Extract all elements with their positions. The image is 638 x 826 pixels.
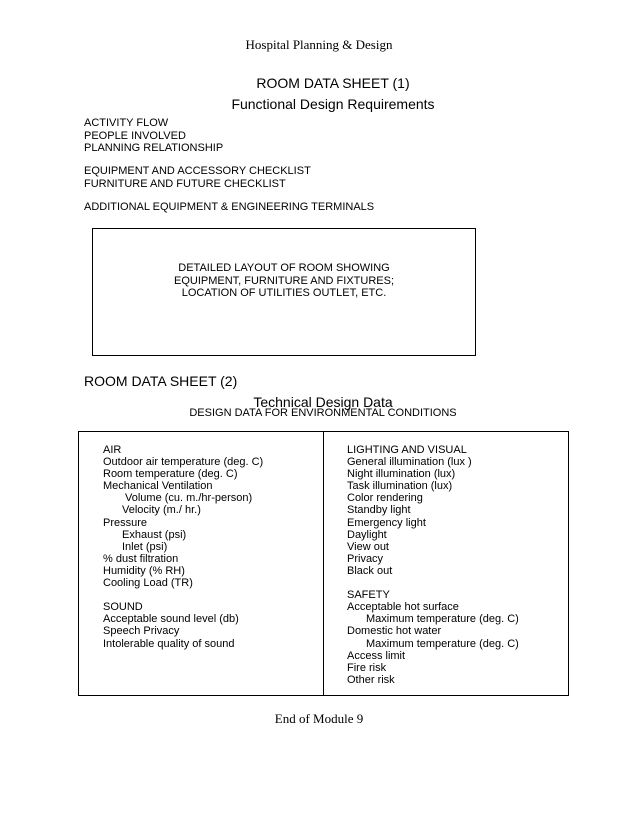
data-item: Speech Privacy bbox=[103, 625, 180, 638]
data-item: Other risk bbox=[347, 673, 395, 686]
layout-box bbox=[92, 228, 476, 356]
sound-heading: SOUND bbox=[103, 601, 143, 614]
engineering-list bbox=[84, 201, 374, 214]
sheet2-title: ROOM DATA SHEET (2) bbox=[84, 373, 238, 389]
data-item: General illumination (lux ) bbox=[347, 456, 472, 469]
list-item: EQUIPMENT AND ACCESSORY CHECKLIST bbox=[84, 165, 311, 177]
data-item: Daylight bbox=[347, 528, 387, 541]
data-item: Night illumination (lux) bbox=[347, 468, 456, 481]
spacer bbox=[103, 589, 263, 601]
list-item: FURNITURE AND FUTURE CHECKLIST bbox=[84, 177, 286, 190]
list-item: PEOPLE INVOLVED bbox=[84, 129, 186, 142]
checklist-list bbox=[84, 165, 311, 190]
list-item: ACTIVITY FLOW bbox=[84, 117, 169, 129]
data-item: Acceptable sound level (db) bbox=[103, 613, 239, 626]
design-data-table bbox=[78, 431, 569, 696]
sheet2-subtitle: Technical Design Data bbox=[253, 394, 393, 410]
spacer bbox=[347, 577, 519, 589]
air-heading: AIR bbox=[103, 444, 122, 456]
data-item: Maximum temperature (deg. C) bbox=[366, 613, 519, 626]
data-item: Standby light bbox=[347, 504, 411, 517]
data-item: Black out bbox=[347, 564, 393, 577]
data-item: Pressure bbox=[103, 516, 148, 529]
data-item: % dust filtration bbox=[103, 552, 179, 565]
left-column bbox=[103, 444, 263, 650]
data-item: Domestic hot water bbox=[347, 625, 442, 638]
page-header: Hospital Planning & Design bbox=[245, 37, 393, 52]
layout-box-line: LOCATION OF UTILITIES OUTLET, ETC. bbox=[181, 287, 387, 299]
data-item: Maximum temperature (deg. C) bbox=[366, 637, 519, 650]
column-divider bbox=[323, 432, 324, 695]
data-item: Fire risk bbox=[347, 661, 387, 674]
data-item: Volume (cu. m./hr-person) bbox=[125, 492, 253, 505]
layout-box-line: DETAILED LAYOUT OF ROOM SHOWING bbox=[178, 262, 390, 274]
sheet2-caption: DESIGN DATA FOR ENVIRONMENTAL CONDITIONS bbox=[189, 407, 457, 419]
sheet1-subtitle: Functional Design Requirements bbox=[231, 96, 435, 112]
data-item: Room temperature (deg. C) bbox=[103, 468, 238, 481]
data-item: Outdoor air temperature (deg. C) bbox=[103, 456, 264, 469]
sheet1-title: ROOM DATA SHEET (1) bbox=[256, 75, 410, 91]
list-item: PLANNING RELATIONSHIP bbox=[84, 142, 224, 154]
data-item: Intolerable quality of sound bbox=[103, 637, 235, 650]
data-item: Inlet (psi) bbox=[122, 540, 168, 553]
data-item: Privacy bbox=[347, 552, 384, 565]
list-item: ADDITIONAL EQUIPMENT & ENGINEERING TERMINALS bbox=[84, 201, 375, 213]
data-item: Mechanical Ventilation bbox=[103, 480, 213, 493]
layout-box-line: EQUIPMENT, FURNITURE AND FIXTURES; bbox=[173, 274, 395, 287]
safety-heading: SAFETY bbox=[347, 589, 390, 602]
data-item: Cooling Load (TR) bbox=[103, 577, 193, 590]
data-item: Exhaust (psi) bbox=[122, 528, 187, 541]
data-item: Acceptable hot surface bbox=[347, 601, 459, 614]
data-item: Task illumination (lux) bbox=[347, 480, 453, 493]
data-item: Color rendering bbox=[347, 492, 423, 505]
data-item: Velocity (m./ hr.) bbox=[122, 504, 201, 517]
right-column bbox=[347, 444, 519, 686]
data-item: Emergency light bbox=[347, 516, 426, 529]
lighting-heading: LIGHTING AND VISUAL bbox=[347, 444, 467, 456]
activity-list bbox=[84, 117, 223, 155]
data-item: Humidity (% RH) bbox=[103, 564, 185, 577]
data-item: View out bbox=[347, 540, 389, 553]
page-footer: End of Module 9 bbox=[274, 711, 364, 726]
layout-box-text bbox=[93, 262, 475, 300]
data-item: Access limit bbox=[347, 649, 406, 662]
